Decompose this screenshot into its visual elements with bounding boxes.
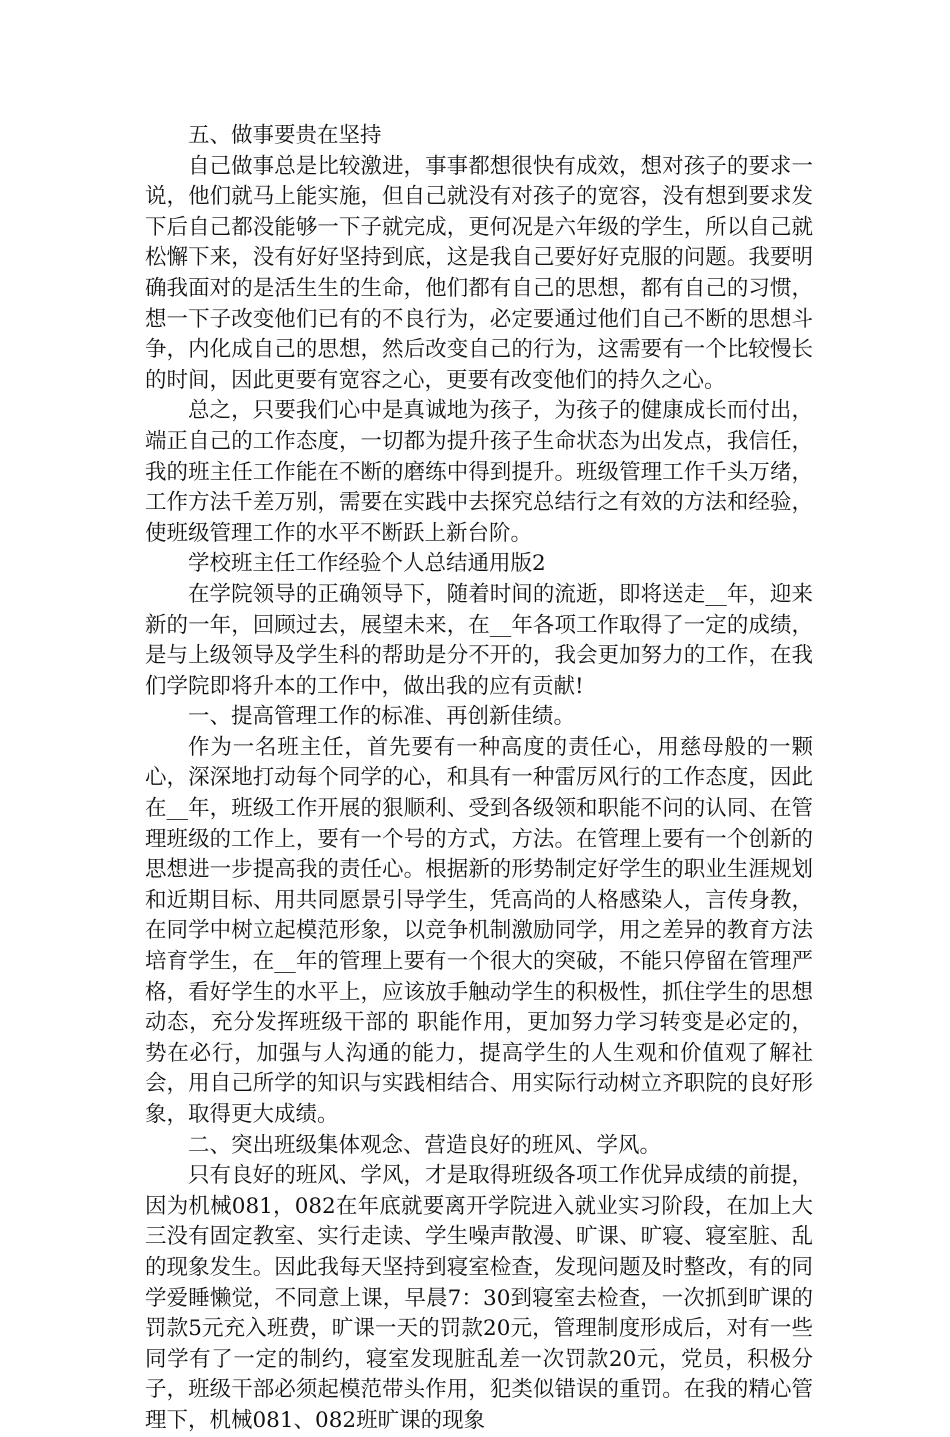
document-title-2: 学校班主任工作经验个人总结通用版2	[188, 551, 546, 577]
section-heading-class-spirit: 二、突出班级集体观念、营造良好的班风、学风。	[188, 1132, 662, 1158]
paragraph-summary: 总之，只要我们心中是真诚地为孩子，为孩子的健康成长而付出，端正自己的工作态度，一切都为提升孩子生命状态为出发点，我信任，我的班主任工作能在不断的磨练中得到提升。班级管理工作千头万绪，工作方法千差万别，需要在实践中去探究总结行之有效的方法和经验，使班级管理工作的水平不断跃上新台阶。	[145, 398, 813, 546]
paragraph-intro: 在学院领导的正确领导下，随着时间的流逝，即将送走__年，迎来新的一年，回顾过去，展望未来，在__年各项工作取得了一定的成绩，是与上级领导及学生科的帮助是分不开的，我会更加努力的工作，在我们学院即将升本的工作中，做出我的应有贡献!	[145, 581, 813, 699]
paragraph-management: 作为一名班主任，首先要有一种高度的责任心，用慈母般的一颗心，深深地打动每个同学的心，和具有一种雷厉风行的工作态度，因此在__年，班级工作开展的狠顺利、受到各级领和职能不问的认同、在管理班级的工作上，要有一个号的方式，方法。在管理上要有一个创新的思想进一步提高我的责任心。根据新的形势制定好学生的职业生涯规划和近期目标、用共同愿景引导学生，凭高尚的人格感染人，言传身教，在同学中树立起模范形象，以竞争机制激励同学，用之差异的教育方法培育学生，在__年的管理上要有一个很大的突破，不能只停留在管理严格，看好学生的水平上，应该放手触动学生的积极性，抓住学生的思想动态，充分发挥班级干部的 职能作用，更加努力学习转变是必定的，势在必行，加强与人沟通的能力，提高学生的人生观和价值观了解社会，用自己所学的知识与实践相结合、用实际行动树立齐职院的良好形象，取得更大成绩。	[145, 734, 813, 1127]
section-heading-persistence: 五、做事要贵在坚持	[188, 123, 382, 148]
paragraph-class-spirit: 只有良好的班风、学风，才是取得班级各项工作优异成绩的前提，因为机械081，082在年底就要离开学院进入就业实习阶段，在加上大三没有固定教室、实行走读、学生噪声散漫、旷课、旷寝、寝室脏、乱的现象发生。因此我每天坚持到寝室检查，发现问题及时整改，有的同学爱睡懒觉，不同意上课，早晨7：30到寝室去检查，一次抓到旷课的罚款5元充入班费，旷课一天的罚款20元，管理制度形成后，对有一些同学有了一定的制约，寝室发现脏乱差一次罚款20元，党员，积极分子，班级干部必须起模范带头作用，犯类似错误的重罚。在我的精心管理下，机械081、082班旷课的现象	[145, 1163, 813, 1433]
document-body	[145, 121, 813, 1437]
paragraph-persistence: 自己做事总是比较激进，事事都想很快有成效，想对孩子的要求一说，他们就马上能实施，但自己就没有对孩子的宽容，没有想到要求发下后自己都没能够一下子就完成，更何况是六年级的学生，所以自己就松懈下来，没有好好坚持到底，这是我自己要好好克服的问题。我要明确我面对的是活生生的生命，他们都有自己的思想，都有自己的习惯，想一下子改变他们已有的不良行为，必定要通过他们自己不断的思想斗争，内化成自己的思想，然后改变自己的行为，这需要有一个比较慢长的时间，因此更要有宽容之心，更要有改变他们的持久之心。	[145, 153, 813, 393]
section-heading-management: 一、提高管理工作的标准、再创新佳绩。	[188, 704, 576, 730]
